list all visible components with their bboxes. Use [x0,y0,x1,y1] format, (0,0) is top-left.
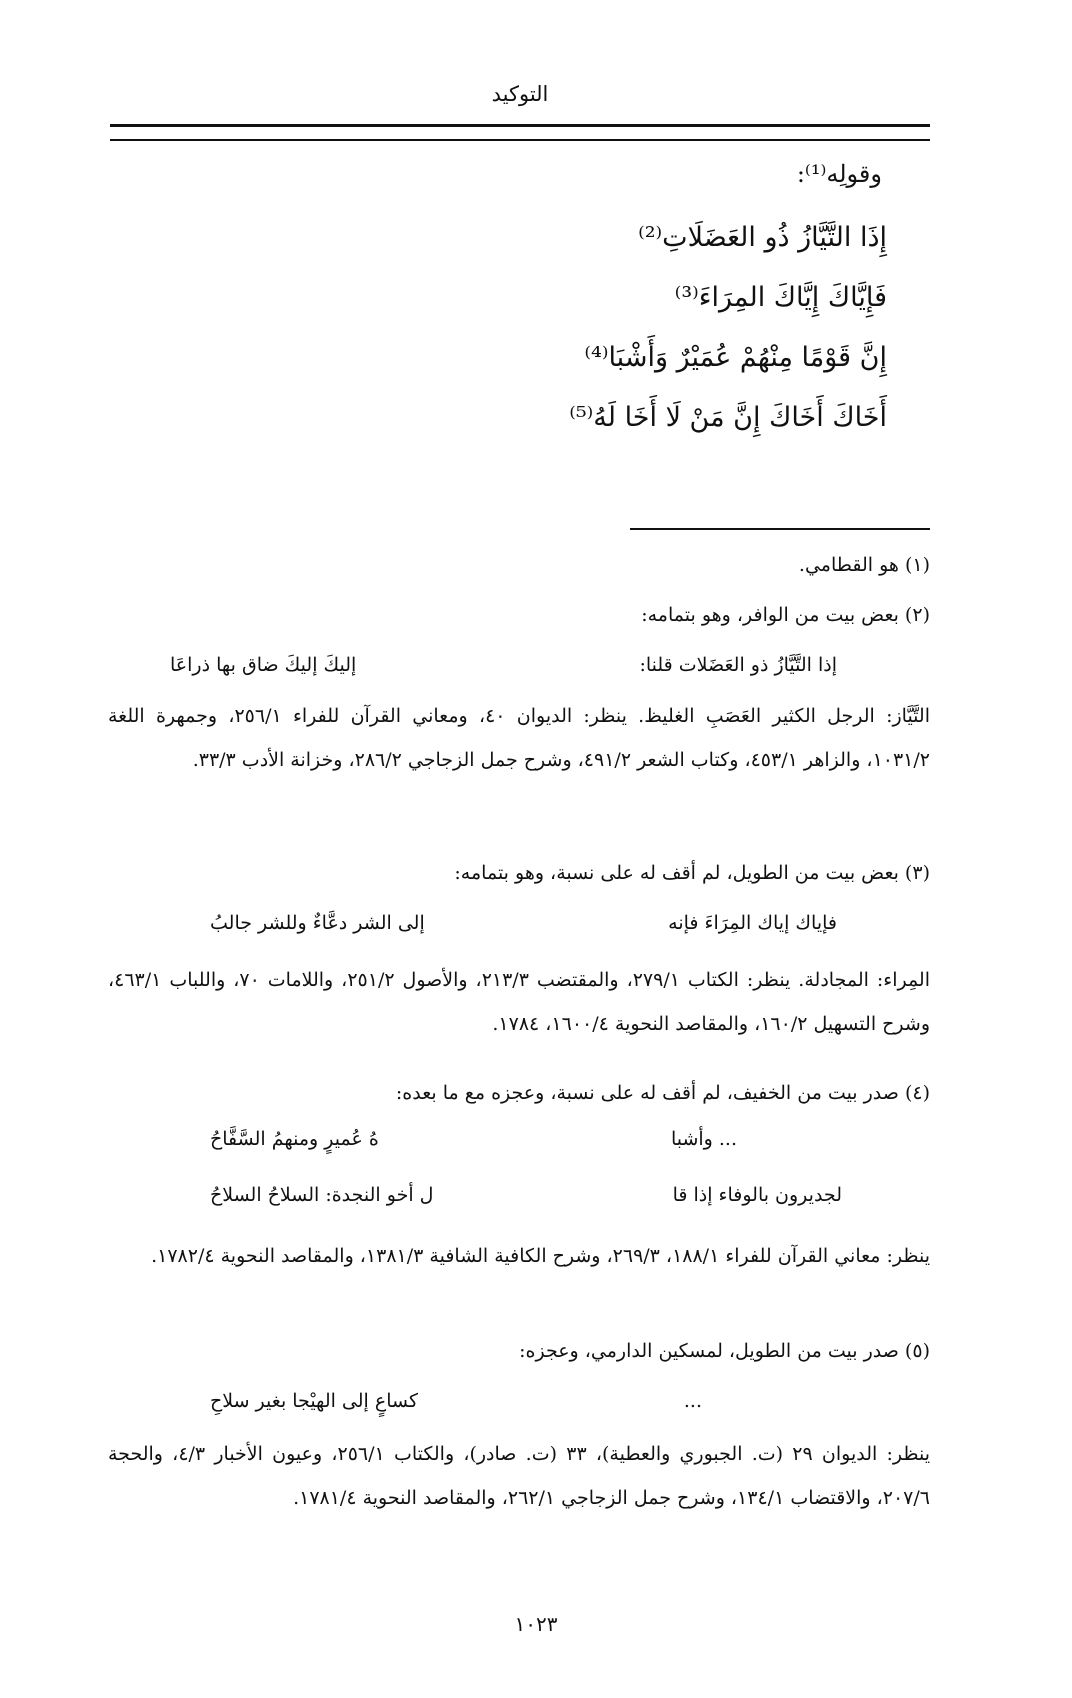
footnote-5-text: ينظر: الديوان ٢٩ (ت. الجبوري والعطية)، ٣٣ (ت. صادر)، والكتاب ٢٥٦/١، وعيون الأخبار ٤/٣، والحجة ٢٠٧/٦، والاقتضاب ١٣٤/١، وشرح جمل الزجاجي ٢٦٢/١، والمقاصد النحوية ١٧٨١/٤. [108,1443,931,1509]
footnote-2-poem-right: إذا التَّيَّازُ ذو العَضَلات قلنا: [639,654,837,676]
intro-line: وقولِه⁽¹⁾: [796,160,882,188]
footnote-2-title: (٢) بعض بيت من الوافر، وهو بتمامه: [641,604,930,626]
footnote-4-poem1-right: ... وأشبا [670,1128,737,1150]
footnote-3-title: (٣) بعض بيت من الطويل، لم أقف له على نسبة، وهو بتمامه: [454,862,930,884]
footnote-4-text: ينظر: معاني القرآن للفراء ١٨٨/١، ٢٦٩/٣، وشرح الكافية الشافية ١٣٨١/٣، والمقاصد النحوية ١٧٨٢/٤. [151,1245,930,1267]
header-rule-bottom [110,139,930,141]
running-header: التوكيد [491,82,549,106]
verse-1: إِذَا التَّيَّازُ ذُو العَضَلَاتِ⁽²⁾ [638,222,887,253]
footnote-4-poem1-left: هُ عُميرٍ ومنهمُ السَّفَّاحُ [210,1128,379,1150]
footnote-5-poem-left: كساعٍ إلى الهيْجا بغير سلاحِ [210,1390,418,1412]
footnote-5-title: (٥) صدر بيت من الطويل، لمسكين الدارمي، وعجزه: [519,1340,930,1362]
verse-4: أَخَاكَ أَخَاكَ إِنَّ مَنْ لَا أَخَا لَهُ⁽⁵⁾ [569,402,887,433]
footnote-4-poem2-left: ل أخو النجدة: السلاحُ السلاحُ [210,1184,434,1206]
footnote-5-poem-right: ... [683,1390,702,1412]
footnote-1: (١) هو القطامي. [798,554,930,576]
verse-3: إِنَّ قَوْمًا مِنْهُمْ عُمَيْرٌ وَأَشْبَا⁽⁴⁾ [584,342,887,373]
verse-2: فَإِيَّاكَ إِيَّاكَ المِرَاءَ⁽³⁾ [674,282,887,313]
header-rule-top [110,124,930,127]
footnote-3-poem-right: فإياك إياك المِرَاءَ فإنه [668,912,837,934]
footnote-2-poem-left: إليكَ إليكَ ضاق بها ذراعَا [170,654,357,676]
footnote-2-text: التَّيَّاز: الرجل الكثير العَصَبِ الغليظ. ينظر: الديوان ٤٠، ومعاني القرآن للفراء ٢٥٦/١، وجمهرة اللغة ١٠٣١/٢، والزاهر ٤٥٣/١، وكتاب الشعر ٤٩١/٢، وشرح جمل الزجاجي ٢٨٦/٢، وخزانة الأدب ٣٣/٣. [108,705,930,771]
footnote-4-title: (٤) صدر بيت من الخفيف، لم أقف له على نسبة، وعجزه مع ما بعده: [395,1082,930,1104]
footnote-separator [630,528,930,530]
footnote-3-text: المِراء: المجادلة. ينظر: الكتاب ٢٧٩/١، والمقتضب ٢١٣/٣، والأصول ٢٥١/٢، واللامات ٧٠، واللباب ٤٦٣/١، وشرح التسهيل ١٦٠/٢، والمقاصد النحوية ١٦٠٠/٤، ١٧٨٤. [108,969,931,1035]
footnote-4-poem2-right: لجديرون بالوفاء إذا قا [672,1184,842,1206]
footnote-3-poem-left: إلى الشر دعَّاءٌ وللشر جالبُ [210,912,425,934]
page-number: ١٠٢٣ [514,1612,558,1636]
